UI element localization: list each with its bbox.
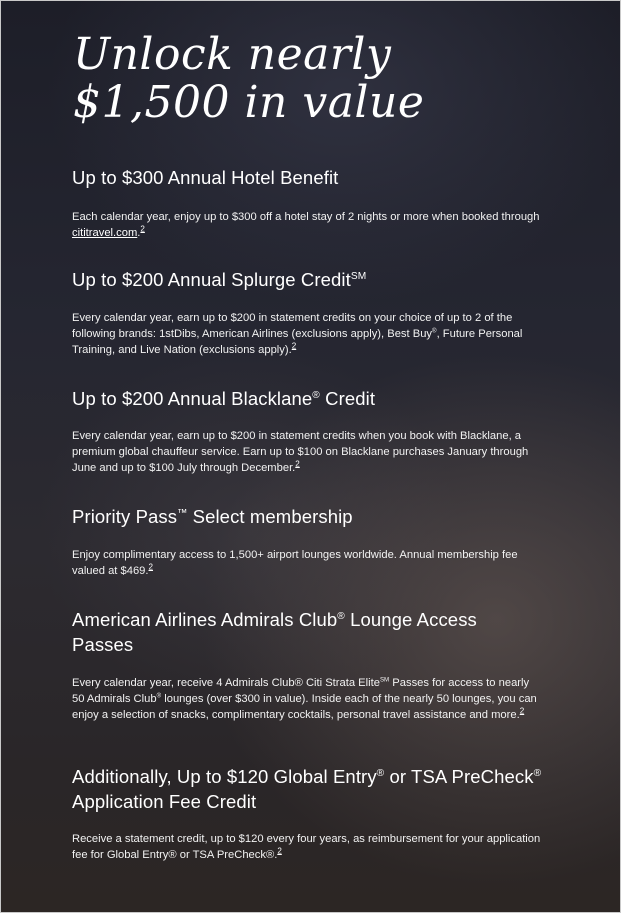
benefit-global-entry-title-2: or TSA PreCheck xyxy=(384,766,534,787)
benefit-priority-pass-desc-text: Enjoy complimentary access to 1,500+ airport lounges worldwide. Annual membership fee valued at $469. xyxy=(72,549,518,577)
benefit-admirals-club-description xyxy=(72,675,542,723)
footnote-link[interactable]: 2 xyxy=(140,224,145,234)
benefit-priority-pass-description xyxy=(72,547,552,579)
benefit-blacklane-desc-text: Every calendar year, earn up to $200 in statement credits when you book with Blacklane, a premium global chauffeur service. Earn up to $100 on Blacklane purchases January through June and up to $100 July through December. xyxy=(72,430,529,474)
headline-line-2: $1,500 in value xyxy=(73,77,425,128)
benefit-splurge-desc-text: Every calendar year, earn up to $200 in statement credits on your choice of up to 2 of the following brands: 1stDibs, American Airlines (exclusions apply), Best Buy xyxy=(72,312,513,340)
footnote-link[interactable]: 2 xyxy=(519,706,525,716)
benefit-global-entry-desc-text: Receive a statement credit, up to $120 every four years, as reimbursement for your application fee for Global Entry® or TSA PreCheck®. xyxy=(72,833,541,861)
footnote-link[interactable]: 2 xyxy=(291,341,297,351)
benefit-admirals-desc-1: Every calendar year, receive 4 Admirals Club® Citi Strata Elite xyxy=(72,677,380,689)
footnote-link[interactable]: 2 xyxy=(277,846,282,856)
benefit-blacklane-description xyxy=(72,428,552,476)
benefit-global-entry-title-1: Additionally, Up to $120 Global Entry xyxy=(72,766,377,787)
headline-line-1: Unlock nearly xyxy=(73,29,392,80)
benefit-priority-pass-title-end: Select membership xyxy=(187,506,353,527)
benefit-admirals-club-title-text: American Airlines Admirals Club xyxy=(72,609,338,630)
benefit-admirals-club xyxy=(72,607,542,723)
benefit-priority-pass-title xyxy=(72,504,552,529)
benefit-blacklane xyxy=(72,386,552,476)
registered-mark: ® xyxy=(156,692,162,700)
benefit-global-entry-title-3: Application Fee Credit xyxy=(72,791,257,812)
benefit-priority-pass-title-text: Priority Pass xyxy=(72,506,178,527)
benefit-splurge-description xyxy=(72,310,552,358)
registered-mark: ® xyxy=(533,767,542,779)
benefit-admirals-club-title xyxy=(72,607,542,657)
benefit-admirals-desc-2: Passes for access to nearly 50 Admirals Club xyxy=(72,677,530,705)
benefit-priority-pass xyxy=(72,504,552,579)
benefit-hotel xyxy=(72,165,552,241)
benefit-global-entry xyxy=(72,764,542,863)
benefit-blacklane-title-text: Up to $200 Annual Blacklane xyxy=(72,388,313,409)
registered-mark: ® xyxy=(337,610,345,622)
benefit-hotel-title: Up to $300 Annual Hotel Benefit xyxy=(72,167,339,188)
registered-mark: ® xyxy=(432,327,437,335)
headline xyxy=(73,31,424,127)
benefit-hotel-desc-end: . xyxy=(137,227,141,239)
footnote-link[interactable]: 2 xyxy=(148,562,153,572)
registered-mark: ® xyxy=(312,389,320,401)
service-mark: SM xyxy=(350,270,367,282)
registered-mark: ® xyxy=(376,767,385,779)
benefit-splurge-title-text: Up to $200 Annual Splurge Credit xyxy=(72,269,351,290)
cititravel-link[interactable]: cititravel.com xyxy=(72,227,138,239)
benefit-hotel-description xyxy=(72,209,552,241)
benefit-splurge-title xyxy=(72,267,552,292)
benefit-splurge-desc-end: , Future Personal Training, and Live Nation (exclusions apply). xyxy=(72,328,523,356)
benefit-hotel-desc-text: Each calendar year, enjoy up to $300 off a hotel stay of 2 nights or more when booked through xyxy=(72,211,540,223)
benefit-global-entry-title xyxy=(72,764,542,814)
benefit-global-entry-description xyxy=(72,831,542,863)
benefit-blacklane-title xyxy=(72,386,552,411)
benefit-blacklane-title-end: Credit xyxy=(319,388,376,409)
benefit-admirals-desc-3: lounges (over $300 in value). Inside each of the nearly 50 lounges, you can enjoy a selection of snacks, complimentary cocktails, personal travel assistance and more. xyxy=(72,693,537,721)
footnote-link[interactable]: 2 xyxy=(295,459,300,469)
trademark: ™ xyxy=(177,507,188,519)
benefit-splurge xyxy=(72,267,552,358)
benefit-admirals-club-title-end: Lounge Access Passes xyxy=(72,609,477,655)
service-mark: SM xyxy=(379,676,390,684)
